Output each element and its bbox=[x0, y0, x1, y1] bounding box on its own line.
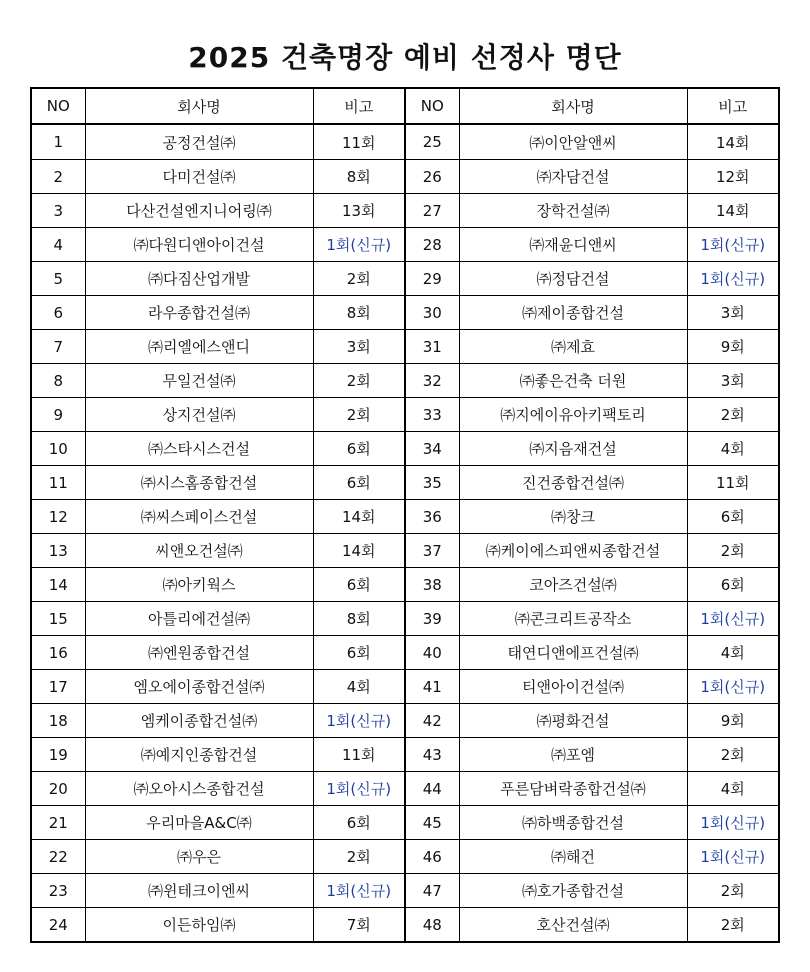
company-no: 29 bbox=[405, 262, 459, 296]
company-note: 6회 bbox=[313, 466, 405, 500]
header-note: 비고 bbox=[687, 88, 779, 124]
company-name: 우리마을A&C㈜ bbox=[85, 806, 313, 840]
company-name: ㈜자담건설 bbox=[459, 160, 687, 194]
company-note: 4회 bbox=[687, 772, 779, 806]
company-note: 14회 bbox=[313, 500, 405, 534]
company-note: 14회 bbox=[313, 534, 405, 568]
company-no: 41 bbox=[405, 670, 459, 704]
header-no: NO bbox=[31, 88, 85, 124]
company-name: ㈜시스홈종합건설 bbox=[85, 466, 313, 500]
company-note: 3회 bbox=[687, 296, 779, 330]
table-row bbox=[31, 194, 779, 228]
company-name: 엠케이종합건설㈜ bbox=[85, 704, 313, 738]
company-name: 티앤아이건설㈜ bbox=[459, 670, 687, 704]
company-note: 6회 bbox=[687, 568, 779, 602]
table-row bbox=[31, 262, 779, 296]
company-name: 상지건설㈜ bbox=[85, 398, 313, 432]
company-note: 2회 bbox=[687, 874, 779, 908]
company-note: 1회(신규) bbox=[313, 772, 405, 806]
company-note: 1회(신규) bbox=[687, 840, 779, 874]
company-name: ㈜포엠 bbox=[459, 738, 687, 772]
company-note: 8회 bbox=[313, 602, 405, 636]
table-row bbox=[31, 160, 779, 194]
company-name: 아틀리에건설㈜ bbox=[85, 602, 313, 636]
company-name: 태연디앤에프건설㈜ bbox=[459, 636, 687, 670]
company-name: ㈜리엘에스앤디 bbox=[85, 330, 313, 364]
company-no: 39 bbox=[405, 602, 459, 636]
header-row bbox=[31, 88, 779, 124]
company-name: 다미건설㈜ bbox=[85, 160, 313, 194]
header-company: 회사명 bbox=[85, 88, 313, 124]
table-row bbox=[31, 330, 779, 364]
company-note: 2회 bbox=[687, 908, 779, 943]
company-note: 4회 bbox=[313, 670, 405, 704]
company-note: 2회 bbox=[313, 262, 405, 296]
company-no: 34 bbox=[405, 432, 459, 466]
table-row bbox=[31, 228, 779, 262]
company-name: 푸른담벼락종합건설㈜ bbox=[459, 772, 687, 806]
company-name: ㈜다원디앤아이건설 bbox=[85, 228, 313, 262]
company-note: 1회(신규) bbox=[687, 262, 779, 296]
company-note: 9회 bbox=[687, 330, 779, 364]
company-name: ㈜우은 bbox=[85, 840, 313, 874]
company-note: 14회 bbox=[687, 124, 779, 160]
company-name: 장학건설㈜ bbox=[459, 194, 687, 228]
table-row bbox=[31, 772, 779, 806]
table-row bbox=[31, 840, 779, 874]
company-no: 28 bbox=[405, 228, 459, 262]
company-name: ㈜스타시스건설 bbox=[85, 432, 313, 466]
company-note: 1회(신규) bbox=[313, 704, 405, 738]
company-no: 5 bbox=[31, 262, 85, 296]
company-no: 30 bbox=[405, 296, 459, 330]
company-no: 3 bbox=[31, 194, 85, 228]
company-no: 14 bbox=[31, 568, 85, 602]
table-row bbox=[31, 466, 779, 500]
company-note: 2회 bbox=[313, 364, 405, 398]
company-name: ㈜아키웍스 bbox=[85, 568, 313, 602]
company-name: ㈜윈테크이엔씨 bbox=[85, 874, 313, 908]
company-note: 11회 bbox=[313, 738, 405, 772]
company-note: 4회 bbox=[687, 432, 779, 466]
company-no: 17 bbox=[31, 670, 85, 704]
table-row bbox=[31, 636, 779, 670]
company-no: 18 bbox=[31, 704, 85, 738]
company-no: 10 bbox=[31, 432, 85, 466]
table-row bbox=[31, 738, 779, 772]
company-no: 48 bbox=[405, 908, 459, 943]
company-no: 1 bbox=[31, 124, 85, 160]
company-name: ㈜좋은건축 더원 bbox=[459, 364, 687, 398]
table-row bbox=[31, 398, 779, 432]
company-name: ㈜이안알앤씨 bbox=[459, 124, 687, 160]
company-no: 9 bbox=[31, 398, 85, 432]
company-no: 45 bbox=[405, 806, 459, 840]
company-note: 3회 bbox=[313, 330, 405, 364]
company-note: 1회(신규) bbox=[687, 806, 779, 840]
company-name: ㈜창크 bbox=[459, 500, 687, 534]
company-note: 1회(신규) bbox=[687, 602, 779, 636]
company-name: ㈜씨스페이스건설 bbox=[85, 500, 313, 534]
company-no: 37 bbox=[405, 534, 459, 568]
company-name: ㈜제효 bbox=[459, 330, 687, 364]
company-no: 12 bbox=[31, 500, 85, 534]
company-note: 4회 bbox=[687, 636, 779, 670]
company-name: ㈜하백종합건설 bbox=[459, 806, 687, 840]
table-row bbox=[31, 296, 779, 330]
company-name: ㈜콘크리트공작소 bbox=[459, 602, 687, 636]
table-row bbox=[31, 908, 779, 943]
company-no: 4 bbox=[31, 228, 85, 262]
company-name: 호산건설㈜ bbox=[459, 908, 687, 943]
company-no: 36 bbox=[405, 500, 459, 534]
company-no: 6 bbox=[31, 296, 85, 330]
company-no: 35 bbox=[405, 466, 459, 500]
company-note: 2회 bbox=[687, 398, 779, 432]
company-no: 13 bbox=[31, 534, 85, 568]
company-note: 1회(신규) bbox=[687, 670, 779, 704]
company-no: 32 bbox=[405, 364, 459, 398]
company-no: 33 bbox=[405, 398, 459, 432]
company-name: ㈜다짐산업개발 bbox=[85, 262, 313, 296]
company-no: 24 bbox=[31, 908, 85, 943]
company-no: 16 bbox=[31, 636, 85, 670]
company-name: 라우종합건설㈜ bbox=[85, 296, 313, 330]
company-name: ㈜오아시스종합건설 bbox=[85, 772, 313, 806]
table-row bbox=[31, 534, 779, 568]
company-name: ㈜지에이유아키팩토리 bbox=[459, 398, 687, 432]
company-no: 2 bbox=[31, 160, 85, 194]
company-name: 이든하임㈜ bbox=[85, 908, 313, 943]
header-no: NO bbox=[405, 88, 459, 124]
company-no: 38 bbox=[405, 568, 459, 602]
company-name: ㈜재윤디앤씨 bbox=[459, 228, 687, 262]
company-note: 6회 bbox=[687, 500, 779, 534]
company-note: 2회 bbox=[687, 738, 779, 772]
company-no: 46 bbox=[405, 840, 459, 874]
table-row bbox=[31, 704, 779, 738]
company-no: 44 bbox=[405, 772, 459, 806]
company-no: 21 bbox=[31, 806, 85, 840]
table-row bbox=[31, 500, 779, 534]
company-note: 8회 bbox=[313, 160, 405, 194]
company-note: 1회(신규) bbox=[313, 874, 405, 908]
table-row bbox=[31, 806, 779, 840]
table-row bbox=[31, 602, 779, 636]
company-note: 14회 bbox=[687, 194, 779, 228]
company-name: ㈜엔원종합건설 bbox=[85, 636, 313, 670]
company-name: ㈜정담건설 bbox=[459, 262, 687, 296]
company-no: 47 bbox=[405, 874, 459, 908]
company-no: 19 bbox=[31, 738, 85, 772]
company-no: 25 bbox=[405, 124, 459, 160]
company-name: ㈜평화건설 bbox=[459, 704, 687, 738]
company-no: 26 bbox=[405, 160, 459, 194]
company-note: 6회 bbox=[313, 432, 405, 466]
roster-table bbox=[30, 87, 780, 943]
company-name: 무일건설㈜ bbox=[85, 364, 313, 398]
company-no: 20 bbox=[31, 772, 85, 806]
table-row bbox=[31, 364, 779, 398]
company-note: 7회 bbox=[313, 908, 405, 943]
header-company: 회사명 bbox=[459, 88, 687, 124]
company-name: 씨앤오건설㈜ bbox=[85, 534, 313, 568]
company-no: 40 bbox=[405, 636, 459, 670]
company-no: 15 bbox=[31, 602, 85, 636]
header-note: 비고 bbox=[313, 88, 405, 124]
company-note: 2회 bbox=[687, 534, 779, 568]
company-name: ㈜지음재건설 bbox=[459, 432, 687, 466]
table-row bbox=[31, 670, 779, 704]
company-note: 3회 bbox=[687, 364, 779, 398]
company-note: 6회 bbox=[313, 568, 405, 602]
company-name: 코아즈건설㈜ bbox=[459, 568, 687, 602]
company-name: 엠오에이종합건설㈜ bbox=[85, 670, 313, 704]
company-no: 11 bbox=[31, 466, 85, 500]
table-row bbox=[31, 874, 779, 908]
company-note: 2회 bbox=[313, 398, 405, 432]
company-no: 7 bbox=[31, 330, 85, 364]
company-no: 43 bbox=[405, 738, 459, 772]
table-row bbox=[31, 432, 779, 466]
company-no: 22 bbox=[31, 840, 85, 874]
company-no: 23 bbox=[31, 874, 85, 908]
company-note: 11회 bbox=[313, 124, 405, 160]
company-note: 6회 bbox=[313, 636, 405, 670]
company-note: 13회 bbox=[313, 194, 405, 228]
company-note: 6회 bbox=[313, 806, 405, 840]
company-note: 9회 bbox=[687, 704, 779, 738]
company-no: 31 bbox=[405, 330, 459, 364]
company-note: 1회(신규) bbox=[313, 228, 405, 262]
company-note: 2회 bbox=[313, 840, 405, 874]
company-name: 공정건설㈜ bbox=[85, 124, 313, 160]
company-name: ㈜호가종합건설 bbox=[459, 874, 687, 908]
company-name: ㈜케이에스피앤씨종합건설 bbox=[459, 534, 687, 568]
company-name: ㈜제이종합건설 bbox=[459, 296, 687, 330]
company-name: ㈜해건 bbox=[459, 840, 687, 874]
company-no: 42 bbox=[405, 704, 459, 738]
company-name: 진건종합건설㈜ bbox=[459, 466, 687, 500]
table-row bbox=[31, 568, 779, 602]
company-no: 27 bbox=[405, 194, 459, 228]
company-note: 1회(신규) bbox=[687, 228, 779, 262]
company-note: 8회 bbox=[313, 296, 405, 330]
company-no: 8 bbox=[31, 364, 85, 398]
company-note: 12회 bbox=[687, 160, 779, 194]
table-row bbox=[31, 124, 779, 160]
company-name: ㈜예지인종합건설 bbox=[85, 738, 313, 772]
company-name: 다산건설엔지니어링㈜ bbox=[85, 194, 313, 228]
page-title: 2025 건축명장 예비 선정사 명단 bbox=[188, 41, 622, 74]
company-note: 11회 bbox=[687, 466, 779, 500]
